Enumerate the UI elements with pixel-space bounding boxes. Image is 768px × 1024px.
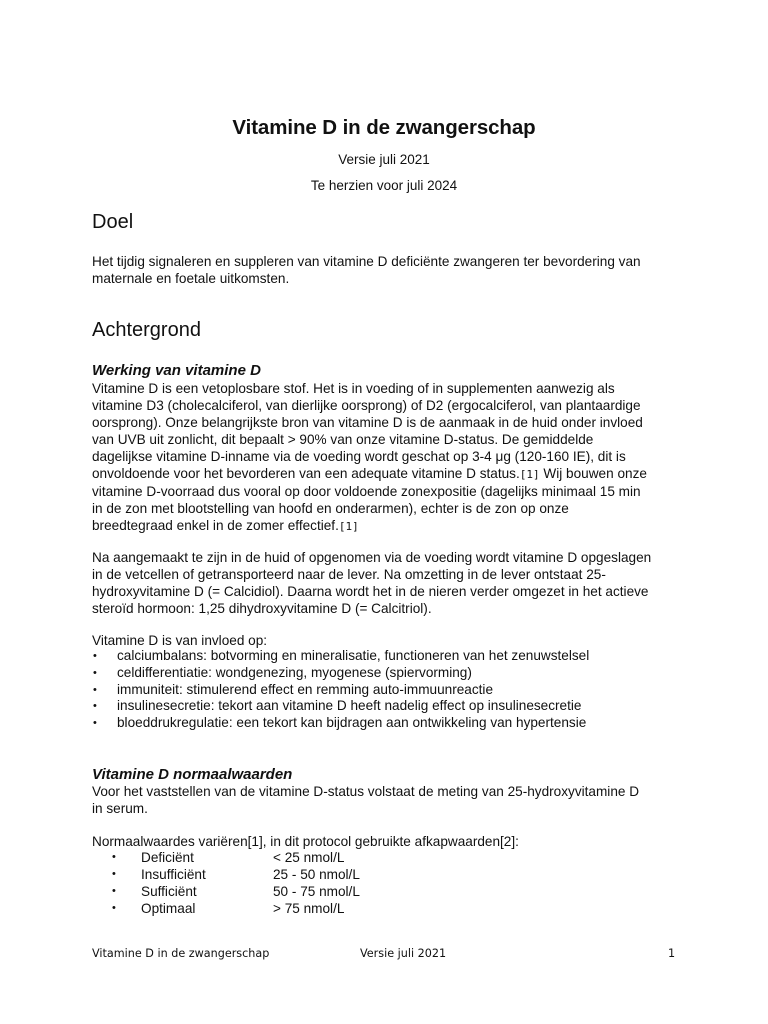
table-cell-value: 50 - 75 nmol/L (273, 884, 360, 899)
table-cell-label: Deficiënt (141, 850, 194, 865)
paragraph-line: dagelijkse vitamine D-inname via de voeding wordt geschat op 3-4 μg (120-160 IE), dit is (92, 449, 626, 464)
paragraph-line: in serum. (92, 801, 148, 816)
list-item (92, 715, 589, 732)
table-cell-label: Sufficiënt (141, 884, 197, 899)
paragraph-line: steroïd hormoon: 1,25 dihydroxyvitamine D (= Calcitriol). (92, 601, 432, 616)
bullet-icon: • (112, 885, 116, 897)
paragraph-line: Voor het vaststellen van de vitamine D-status volstaat de meting van 25-hydroxyvitamine D (92, 784, 640, 799)
normaalwaarden-table-intro (92, 833, 682, 850)
table-row (112, 866, 360, 883)
doel-paragraph (92, 253, 682, 287)
table-row (112, 900, 360, 917)
paragraph-line: oorsprong). Onze belangrijkste bron van vitamine D is de aanmaak in de huid onder invloed (92, 415, 643, 430)
list-item (92, 698, 589, 715)
subheading-normaalwaarden: Vitamine D normaalwaarden (92, 766, 293, 783)
reference-link[interactable]: [1] (338, 520, 359, 533)
bullet-icon: • (93, 700, 97, 713)
list-item-text: insulinesecretie: tekort aan vitamine D heeft nadelig effect op insulinesecretie (117, 698, 582, 714)
reference-link[interactable]: [1] (519, 468, 540, 481)
paragraph-line (92, 517, 682, 535)
table-cell-label: Optimaal (141, 901, 196, 916)
subheading-werking: Werking van vitamine D (92, 362, 261, 379)
table-row (112, 883, 360, 900)
paragraph-line: in de vetcellen of getransporteerd naar de lever. Na omzetting in de lever ontstaat 25- (92, 567, 606, 582)
paragraph-line: vitamine D3 (cholecalciferol, van dierlijke oorsprong) of D2 (ergocalciferol, van plantaardige (92, 398, 641, 413)
invloed-intro (92, 632, 682, 649)
paragraph-text: breedtegraad enkel in de zomer effectief. (92, 518, 339, 533)
table-cell-value: 25 - 50 nmol/L (273, 867, 360, 882)
list-item-text: bloeddrukregulatie: een tekort kan bijdragen aan ontwikkeling van hypertensie (117, 715, 587, 731)
paragraph-line: Na aangemaakt te zijn in de huid of opgenomen via de voeding wordt vitamine D opgeslagen (92, 550, 652, 565)
paragraph-line: vitamine D-voorraad dus vooral op door voldoende zonexpositie (dagelijks minimaal 15 min (92, 484, 641, 499)
version-line: Versie juli 2021 (338, 152, 430, 167)
paragraph-text: Wij bouwen onze (539, 466, 647, 481)
list-item (92, 665, 589, 682)
list-item-text: calciumbalans: botvorming en mineralisatie, functioneren van het zenuwstelsel (117, 648, 590, 663)
table-cell-value: < 25 nmol/L (273, 850, 345, 865)
paragraph-text: onvoldoende voor het bevorderen van een adequate vitamine D status. (92, 466, 520, 481)
list-item-text: celdifferentiatie: wondgenezing, myogenese (spiervorming) (117, 664, 472, 680)
list-item (92, 648, 589, 665)
table-cell-value: > 75 nmol/L (273, 901, 345, 916)
heading-doel: Doel (92, 211, 134, 233)
revision-line: Te herzien voor juli 2024 (310, 178, 458, 193)
paragraph-line: in de zon met blootstelling van hoofd en onderarmen), echter is de zon op onze (92, 501, 569, 516)
bullet-icon: • (93, 650, 97, 662)
table-row (112, 849, 360, 866)
bullet-icon: • (112, 851, 116, 863)
normaalwaarden-table (112, 849, 360, 917)
paragraph-line: hydroxyvitamine D (= Calcidiol). Daarna wordt het in de nieren verder omgezet in het actieve (92, 584, 649, 599)
werking-paragraph-1 (92, 380, 682, 535)
paragraph-line: Vitamine D is van invloed op: (92, 633, 268, 648)
table-cell-label: Insufficiënt (141, 867, 206, 882)
normaalwaarden-intro (92, 783, 682, 817)
list-item (92, 682, 589, 699)
bullet-icon: • (93, 666, 97, 679)
footer-version: Versie juli 2021 (360, 947, 447, 960)
list-item-text: immuniteit: stimulerend effect en remming auto-immuunreactie (117, 681, 493, 697)
doel-line: maternale en foetale uitkomsten. (92, 271, 290, 286)
footer-title: Vitamine D in de zwangerschap (92, 947, 270, 960)
bullet-icon: • (112, 902, 116, 914)
heading-achtergrond: Achtergrond (92, 319, 201, 341)
document-title: Vitamine D in de zwangerschap (232, 116, 536, 139)
paragraph-line: Normaalwaardes variëren[1], in dit protocol gebruikte afkapwaarden[2]: (92, 834, 519, 849)
invloed-list (92, 648, 589, 732)
bullet-icon: • (93, 683, 97, 696)
bullet-icon: • (93, 717, 97, 730)
paragraph-line: Vitamine D is een vetoplosbare stof. Het is in voeding of in supplementen aanwezig als (92, 381, 615, 396)
page-number: 1 (668, 947, 676, 960)
bullet-icon: • (112, 868, 116, 880)
werking-paragraph-2 (92, 549, 682, 617)
paragraph-line: van UVB uit zonlicht, dit bepaalt > 90% van onze vitamine D-status. De gemiddelde (92, 432, 594, 447)
paragraph-line (92, 465, 682, 483)
doel-line: Het tijdig signaleren en suppleren van vitamine D deficiënte zwangeren ter bevordering van (92, 254, 641, 269)
